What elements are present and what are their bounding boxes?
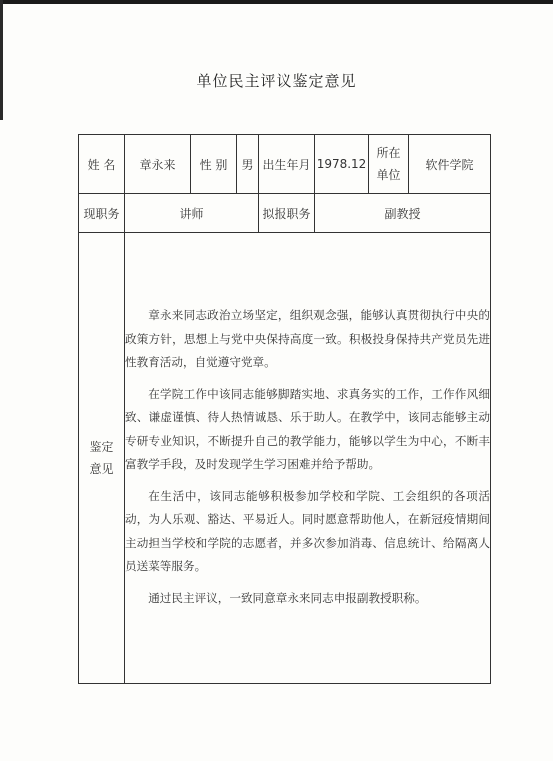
opinion-paragraph: 章永来同志政治立场坚定，组织观念强，能够认真贯彻执行中央的政策方针，思想上与党中央保持高度一致。积极投身保持共产党员先进性教育活动，自觉遵守党章。 — [125, 308, 490, 369]
gender-label: 性 别 — [191, 135, 237, 194]
name-label: 姓 名 — [79, 135, 125, 194]
gender-value: 男 — [237, 135, 259, 194]
form-row-posts — [79, 194, 491, 233]
opinion-paragraph: 通过民主评议，一致同意章永来同志申报副教授职称。 — [148, 590, 427, 605]
current-post-value: 讲师 — [125, 194, 259, 233]
opinion-paragraph: 在学院工作中该同志能够脚踏实地、求真务实的工作，工作作风细致、谦虚谨慎、待人热情诚恳、乐于助人。在教学中，该同志能够主动专研专业知识，不断提升自己的教学能力，能够以学生为中心，不断丰富教学手段，及时发现学生学习困难并给予帮助。 — [125, 386, 490, 471]
scan-left-edge — [0, 0, 3, 120]
form-row-basic-info — [79, 135, 491, 194]
unit-label — [369, 135, 409, 194]
unit-label-line1: 所在 — [376, 146, 401, 160]
opinion-label-line2: 意见 — [89, 462, 114, 476]
document-title: 单位民主评议鉴定意见 — [196, 72, 357, 90]
proposed-post-label: 拟报职务 — [259, 194, 315, 233]
opinion-paragraph: 在生活中，该同志能够积极参加学校和学院、工会组织的各项活动，为人乐观、豁达、平易近人。同时愿意帮助他人，在新冠疫情期间主动担当学校和学院的志愿者，并多次参加消毒、信息统计、给隔离人员送菜等服务。 — [125, 488, 490, 573]
opinion-label — [79, 233, 125, 684]
unit-value: 软件学院 — [409, 135, 491, 194]
birth-value: 1978.12 — [315, 135, 369, 194]
opinion-label-line1: 鉴定 — [89, 440, 114, 454]
form-row-opinion — [79, 233, 491, 684]
evaluation-form-table — [78, 134, 491, 684]
proposed-post-value: 副教授 — [315, 194, 491, 233]
name-value: 章永来 — [125, 135, 191, 194]
scan-top-edge — [0, 0, 553, 4]
opinion-body — [125, 233, 491, 684]
current-post-label: 现职务 — [79, 194, 125, 233]
birth-label: 出生年月 — [259, 135, 315, 194]
unit-label-line2: 单位 — [376, 168, 401, 182]
